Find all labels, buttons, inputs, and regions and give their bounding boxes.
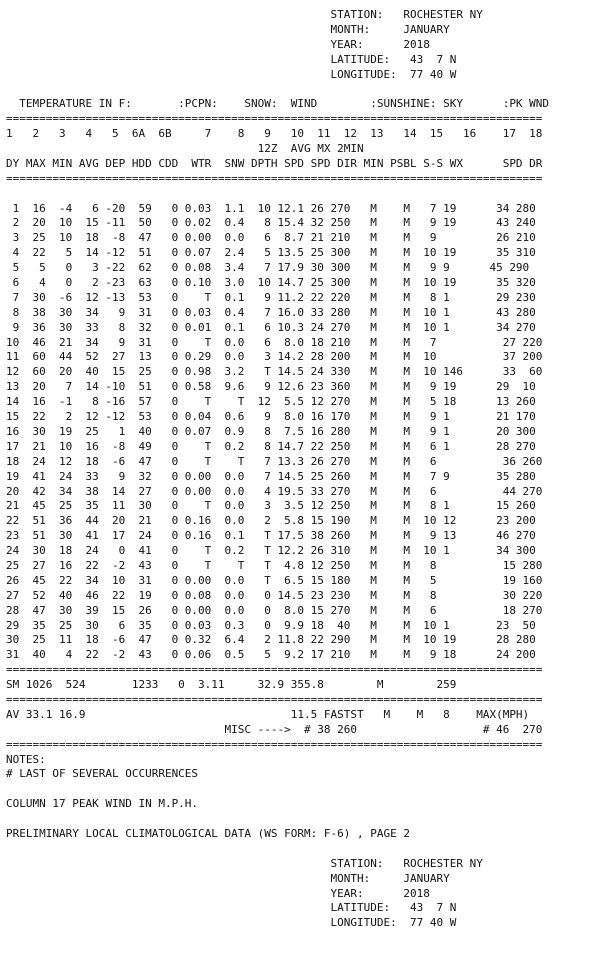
- report-line: 16 30 19 25 1 40 0 0.07 0.9 8 7.5 16 280 M M 9 1 20 300: [6, 424, 536, 438]
- report-line: 25 27 16 22 -2 43 0 T T T 4.8 12 250 M M 8 15 280: [6, 558, 543, 572]
- report-line: 24 30 18 24 0 41 0 T 0.2 T 12.2 26 310 M M 10 1 34 300: [6, 544, 536, 558]
- report-line: 20 42 34 38 14 27 0 0.00 0.0 4 19.5 33 270 M M 6 44 270: [6, 484, 543, 498]
- report-line: 1 16 -4 6 -20 59 0 0.03 1.1 10 12.1 26 270 M M 7 19 34 280: [6, 201, 536, 215]
- report-line: =================================================================================: [6, 171, 543, 185]
- report-line: TEMPERATURE IN F: :PCPN: SNOW: WIND :SUNSHINE: SKY :PK WND: [6, 97, 550, 111]
- report-line: 31 40 4 22 -2 43 0 0.06 0.5 5 9.2 17 210 M M 9 18 24 200: [6, 648, 536, 662]
- report-line: # LAST OF SEVERAL OCCURRENCES: [6, 767, 199, 781]
- report-line: YEAR: 2018: [6, 886, 430, 900]
- report-line: MISC ----> # 38 260 # 46 270: [6, 722, 543, 736]
- report-line: MONTH: JANUARY: [6, 871, 450, 885]
- report-line: [6, 812, 549, 827]
- report-line: MONTH: JANUARY: [6, 22, 450, 36]
- report-line: 21 45 25 35 11 30 0 T 0.0 3 3.5 12 250 M M 8 1 15 260: [6, 499, 536, 513]
- report-line: 27 52 40 46 22 19 0 0.08 0.0 0 14.5 23 230 M M 8 30 220: [6, 588, 543, 602]
- report-line: 8 38 30 34 9 31 0 0.03 0.4 7 16.0 33 280 M M 10 1 43 280: [6, 305, 536, 319]
- report-line: 1 2 3 4 5 6A 6B 7 8 9 10 11 12 13 14 15 16 17 18: [6, 127, 543, 141]
- report-line: LATITUDE: 43 7 N: [6, 52, 457, 66]
- report-line: NOTES:: [6, 752, 46, 766]
- report-line: SM 1026 524 1233 0 3.11 32.9 355.8 M 259: [6, 678, 457, 692]
- report-line: DY MAX MIN AVG DEP HDD CDD WTR SNW DPTH SPD SPD DIR MIN PSBL S-S WX SPD DR: [6, 156, 543, 170]
- report-line: 2 20 10 15 -11 50 0 0.02 0.4 8 15.4 32 250 M M 9 19 43 240: [6, 216, 536, 230]
- report-line: 18 24 12 18 -6 47 0 T T 7 13.3 26 270 M M 6 36 260: [6, 454, 543, 468]
- report-line: 14 16 -1 8 -16 57 0 T T 12 5.5 12 270 M M 5 18 13 260: [6, 395, 536, 409]
- report-line: [6, 187, 549, 202]
- report-line: 15 22 2 12 -12 53 0 0.04 0.6 9 8.0 16 170 M M 9 1 21 170: [6, 410, 536, 424]
- report-line: 19 41 24 33 9 32 0 0.00 0.0 7 14.5 25 260 M M 7 9 35 280: [6, 469, 536, 483]
- report-line: 10 46 21 34 9 31 0 T 0.0 6 8.0 18 210 M M 7 27 220: [6, 335, 543, 349]
- report-line: 26 45 22 34 10 31 0 0.00 0.0 T 6.5 15 180 M M 5 19 160: [6, 573, 543, 587]
- climate-data-report: [6, 8, 549, 931]
- report-line: 11 60 44 52 27 13 0 0.29 0.0 3 14.2 28 200 M M 10 37 200: [6, 350, 543, 364]
- report-line: COLUMN 17 PEAK WIND IN M.P.H.: [6, 797, 199, 811]
- report-line: 13 20 7 14 -10 51 0 0.58 9.6 9 12.6 23 360 M M 9 19 29 10: [6, 380, 536, 394]
- report-line: 6 4 0 2 -23 63 0 0.10 3.0 10 14.7 25 300 M M 10 19 35 320: [6, 276, 536, 290]
- report-line: LATITUDE: 43 7 N: [6, 901, 457, 915]
- report-line: =================================================================================: [6, 692, 543, 706]
- report-line: 22 51 36 44 20 21 0 0.16 0.0 2 5.8 15 190 M M 10 12 23 200: [6, 514, 536, 528]
- report-line: =================================================================================: [6, 737, 543, 751]
- report-line: 12Z AVG MX 2MIN: [6, 142, 364, 156]
- report-line: AV 33.1 16.9 11.5 FASTST M M 8 MAX(MPH): [6, 707, 530, 721]
- report-line: LONGITUDE: 77 40 W: [6, 916, 457, 930]
- report-line: PRELIMINARY LOCAL CLIMATOLOGICAL DATA (WS FORM: F-6) , PAGE 2: [6, 826, 410, 840]
- report-line: =================================================================================: [6, 663, 543, 677]
- report-line: [6, 842, 549, 857]
- report-line: 5 5 0 3 -22 62 0 0.08 3.4 7 17.9 30 300 M M 9 9 45 290: [6, 261, 530, 275]
- report-line: STATION: ROCHESTER NY: [6, 856, 483, 870]
- report-line: 30 25 11 18 -6 47 0 0.32 6.4 2 11.8 22 290 M M 10 19 28 280: [6, 633, 536, 647]
- report-line: 23 51 30 41 17 24 0 0.16 0.1 T 17.5 38 260 M M 9 13 46 270: [6, 529, 536, 543]
- report-line: 9 36 30 33 8 32 0 0.01 0.1 6 10.3 24 270 M M 10 1 34 270: [6, 320, 536, 334]
- report-line: [6, 782, 549, 797]
- report-line: STATION: ROCHESTER NY: [6, 8, 483, 21]
- report-line: YEAR: 2018: [6, 37, 430, 51]
- report-line: =================================================================================: [6, 112, 543, 126]
- report-line: 28 47 30 39 15 26 0 0.00 0.0 0 8.0 15 270 M M 6 18 270: [6, 603, 543, 617]
- report-line: [6, 82, 549, 97]
- report-line: 4 22 5 14 -12 51 0 0.07 2.4 5 13.5 25 300 M M 10 19 35 310: [6, 246, 536, 260]
- report-line: 3 25 10 18 -8 47 0 0.00 0.0 6 8.7 21 210 M M 9 26 210: [6, 231, 536, 245]
- report-line: 29 35 25 30 6 35 0 0.03 0.3 0 9.9 18 40 M M 10 1 23 50: [6, 618, 536, 632]
- report-line: 12 60 20 40 15 25 0 0.98 3.2 T 14.5 24 330 M M 10 146 33 60: [6, 365, 543, 379]
- report-line: LONGITUDE: 77 40 W: [6, 67, 457, 81]
- report-line: 7 30 -6 12 -13 53 0 T 0.1 9 11.2 22 220 M M 8 1 29 230: [6, 290, 536, 304]
- report-line: 17 21 10 16 -8 49 0 T 0.2 8 14.7 22 250 M M 6 1 28 270: [6, 439, 536, 453]
